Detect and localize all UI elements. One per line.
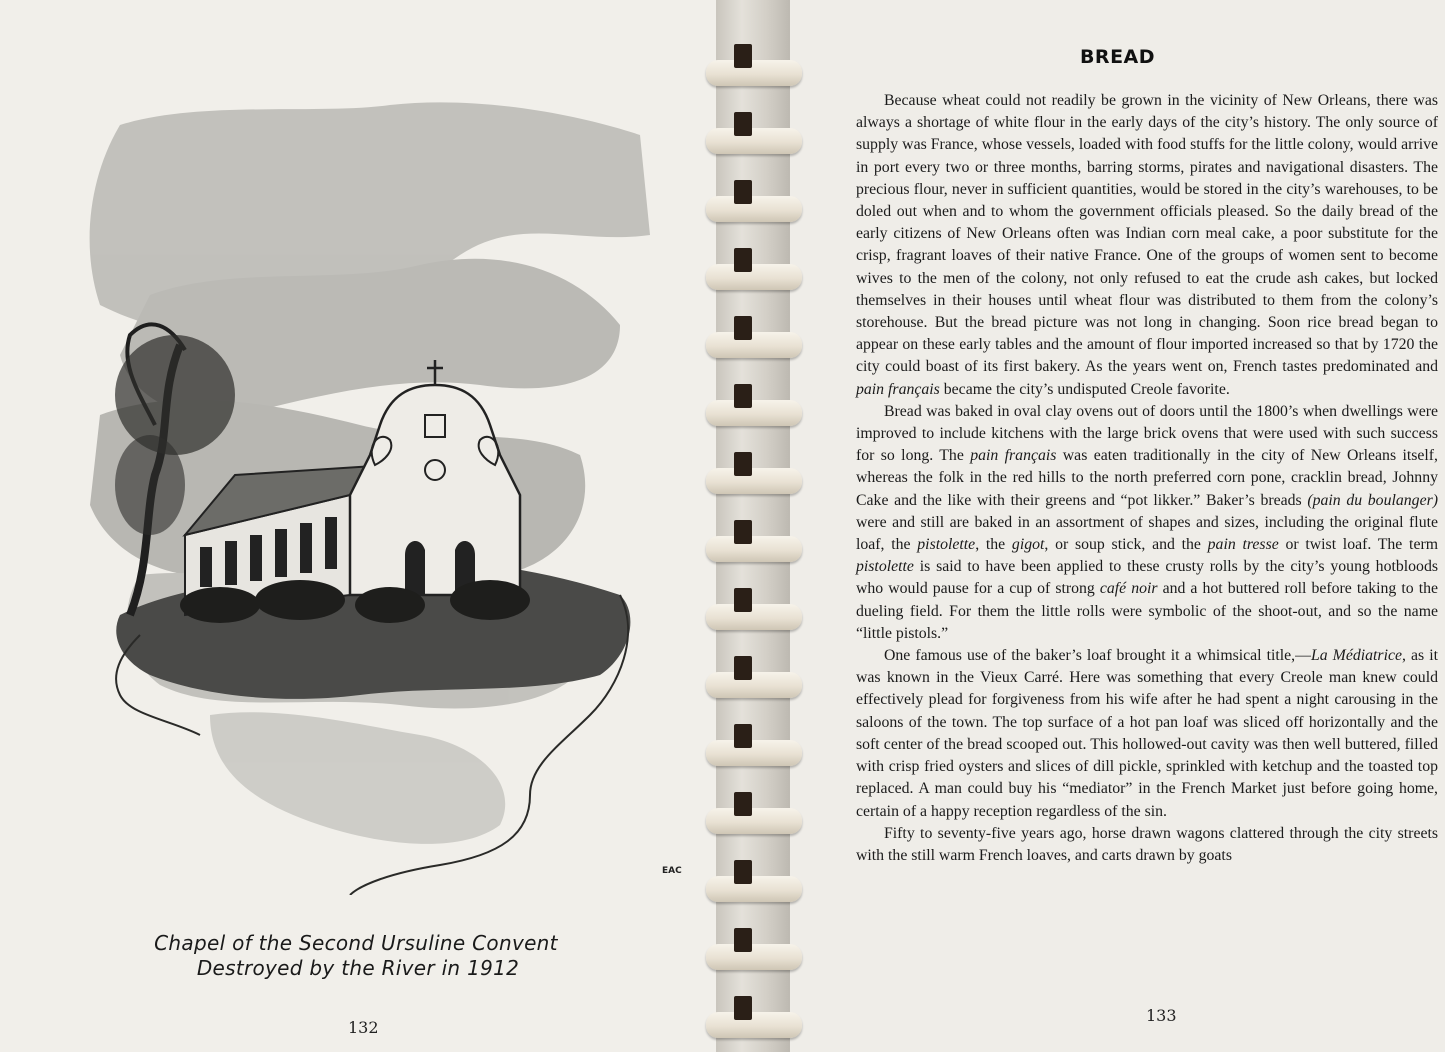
binding-coil [706, 196, 802, 222]
text-run: , as it was known in the Vieux Carré. Here was something that every Creole man knew could effectively plead for forgiveness from his wife after he had spent a night carousing in the saloons of the town. The top surface of a hot pan loaf was sliced off horizontally and the soft center of the bread scooped out. This hollowed-out cavity was then well buttered, filled with crisp fried oysters and slices of dill pickle, sprinkled with ketchup and the toasted top replaced. A man could buy his “mediator” in the French Market just before going home, certain of a happy reception regardless of the sin. [856, 647, 1439, 820]
italic-phrase: pistolette [856, 558, 914, 576]
binding-coil [706, 740, 802, 766]
text-run: and a hot buttered roll before taking to the dueling field. For them the little rolls were symbolic of the shoot-out, and so the name “little pistols.” [856, 580, 1438, 642]
text-run: Fifty to seventy-five years ago, horse drawn wagons clattered through the city streets with the still warm French loaves, and carts drawn by goats [856, 824, 1438, 864]
binding-coil [706, 332, 802, 358]
binding-coil [706, 944, 802, 970]
text-run: , the [975, 536, 1012, 554]
paragraph [856, 823, 1438, 867]
text-run: were and still are baked in an assortment of shapes and sizes, including the original flute loaf, the [856, 513, 1438, 554]
text-run: became the city’s undisputed Creole favorite. [939, 380, 1230, 398]
binding-coil [706, 876, 802, 902]
italic-phrase: café noir [1099, 580, 1158, 598]
text-run: or twist loaf. The term [1278, 536, 1438, 554]
binding-coil [706, 468, 802, 494]
binding-coil [706, 672, 802, 698]
text-run: was eaten traditionally in the city of New Orleans itself, whereas the folk in the red hills to the north preferred corn pone, cracklin bread, Johnny Cake and the like with their greens and “pot likker.” Baker’s breads [856, 447, 1438, 509]
text-run: is said to have been applied to these crusty rolls by the city’s young hotbloods who would pause for a cup of strong [856, 558, 1438, 598]
text-run: Because wheat could not readily be grown in the vicinity of New Orleans, there was always a shortage of white flour in the early days of the city’s history. The only source of supply was France, whose vessels, loaded with food stuffs for the little colony, would arrive in port every two or three months, barring storms, pirates and navigational disasters. The precious flour, never in sufficient quantities, would be stored in the city’s warehouses, to be doled out when and to whom the government officials pleased. So the daily bread of the early citizens of New Orleans often was Indian corn meal cake, a poor substitute for the crisp, fragrant loaves of their native France. One of the groups of women sent to become wives to the men of the colony, not only refused to eat the crude ash cakes, but locked themselves in their houses until wheat flour was distributed to them from the colony’s storehouse. But the bread picture was not long in changing. Soon rice bread began to appear on these early tables and the amount of flour imported increased so that by 1720 the city could boast of its first bakery. As the years went on, French tastes predominated and [856, 92, 1438, 376]
paragraph [856, 90, 1438, 401]
page-heading: BREAD [1079, 46, 1156, 68]
italic-phrase: pain tresse [1207, 536, 1279, 554]
italic-phrase: pistolette [917, 536, 976, 554]
artist-initials: EAC [662, 866, 682, 876]
caption-line-2: Destroyed by the River in 1912 [196, 956, 520, 980]
page-number-left: 132 [348, 1018, 379, 1037]
page-number-right: 133 [1146, 1006, 1177, 1025]
paragraph [856, 401, 1438, 645]
italic-phrase: (pain du boulanger) [1307, 491, 1438, 509]
italic-phrase: pain français [970, 447, 1057, 465]
binding-coil [706, 808, 802, 834]
binding-coil [706, 128, 802, 154]
binding-coil [706, 604, 802, 630]
chapel-illustration [60, 95, 680, 895]
binding-coil [706, 1012, 802, 1038]
italic-phrase: La Médiatrice [1310, 647, 1402, 665]
body-text [856, 90, 1438, 867]
binding-coil [706, 536, 802, 562]
text-run: Bread was baked in oval clay ovens out of doors until the 1800’s when dwellings were improved to include kitchens with the large brick ovens that were used with such success for so long. The [856, 402, 1438, 465]
italic-phrase: gigot [1011, 536, 1045, 554]
binding-coil [706, 60, 802, 86]
text-run: One famous use of the baker’s loaf brought it a whimsical title,— [884, 647, 1311, 665]
text-run: , or soup stick, and the [1044, 536, 1208, 554]
caption-line-1: Chapel of the Second Ursuline Convent [154, 931, 558, 955]
binding-coil [706, 400, 802, 426]
paragraph [856, 645, 1438, 823]
binding-coil [706, 264, 802, 290]
italic-phrase: pain français [856, 380, 940, 398]
